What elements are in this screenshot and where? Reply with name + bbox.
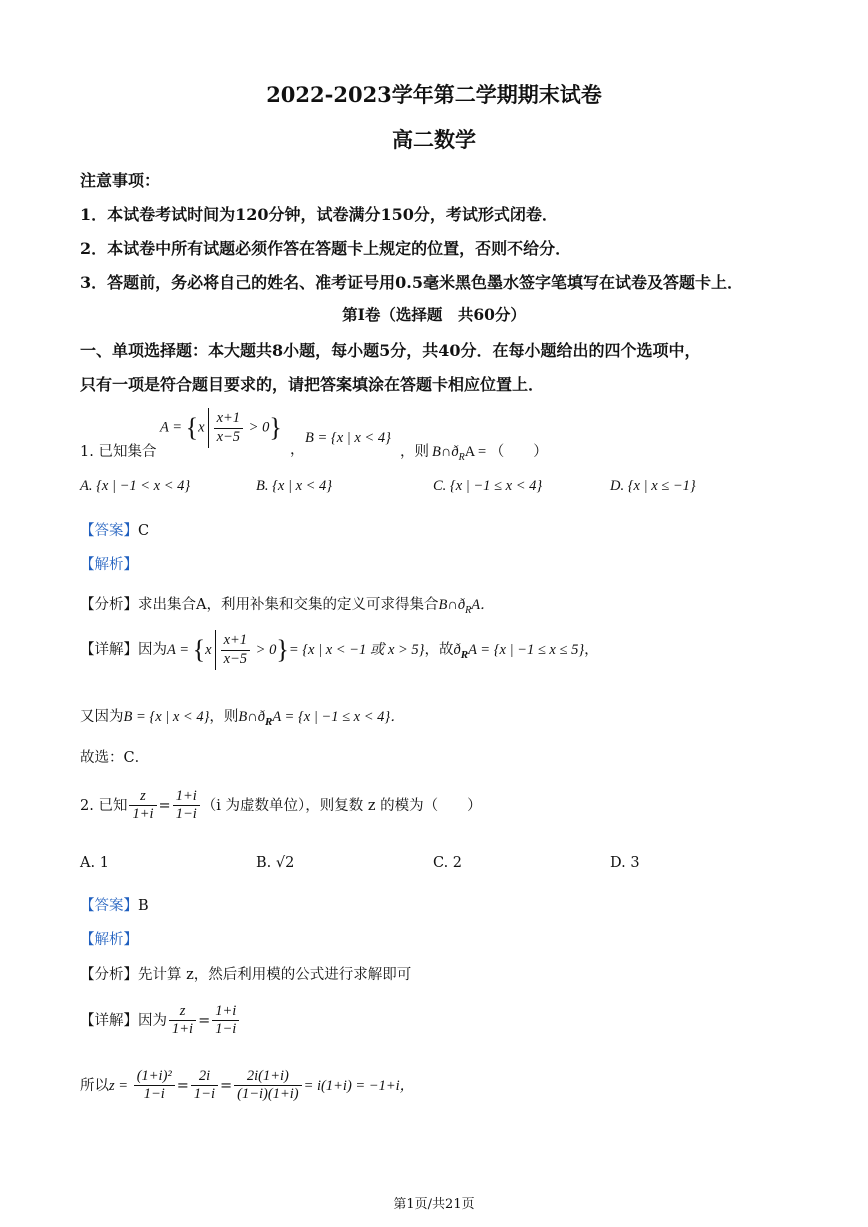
part1-line1: 一、单项选择题：本大题共8小题，每小题5分，共40分．在每小题给出的四个选项中， (80, 341, 701, 360)
q2-solution: 所以z = $\frac{\text{(1+i)²}}{1-i}$ = $\frac{2i}{1-i}$ = $\frac{2i(1+i)}{(1-i)(1+i)}$ = i(1+i) = −1+i， (80, 1068, 415, 1103)
q1-fenxi: 【分析】求出集合A，利用补集和交集的定义可求得集合$B\cap ð_RA$． (80, 597, 495, 616)
part1-line2: 只有一项是符合题目要求的，请把答案填涂在答题卡相应位置上． (80, 375, 545, 394)
exam-subtitle: 高二数学 (392, 127, 476, 152)
q2-option-a: A. 1 (80, 855, 109, 871)
q1-prefix: 1. 已知集合 (80, 444, 157, 460)
q1-set-a-den: x−5 (216, 428, 241, 445)
exam-title: 2022-2023学年第二学期期末试卷 (266, 82, 602, 107)
q1-line2: 又因为B = {x | x < 4}，则$B\cap ð_RA = \{x$ | −1 ≤ x < 4}． (80, 709, 405, 728)
q2-xiangjie: 【详解】因为 $\frac{z}{1+i}$ = $\frac{1+i}{1-i}$ (80, 1003, 241, 1039)
q1-set-b: B = {x | x < 4} (305, 430, 391, 446)
q1-set-a-num: x+1 (214, 410, 243, 428)
q1-xiangjie: 【详解】因为A = {x $\frac{x+1}{x-5}$ > 0}= {x | x < −1 或 x > 5}，故$ð_RA = \{x$ | −1 ≤ x ≤ 5}， (80, 630, 599, 670)
q1-option-d: D. {x | x ≤ −1} (610, 478, 696, 494)
q1-conclusion: 故选：C． (80, 750, 150, 766)
page-footer: 第1页/共21页 (393, 1197, 475, 1212)
q2-option-c: C. 2 (433, 855, 463, 871)
q1-option-c: C. {x | −1 ≤ x < 4} (433, 478, 543, 494)
q2-option-b: B. √2 (256, 855, 295, 871)
notice-item-1: 1．本试卷考试时间为120分钟，试卷满分150分，考试形式闭卷． (80, 205, 558, 224)
q1-expr: $B\cap ð_RA$ = （ ） (432, 444, 548, 463)
q1-option-b: B. {x | x < 4} (256, 478, 333, 494)
q1-analysis-tag: 【解析】 (80, 557, 138, 573)
q1-then: ，则 (400, 444, 429, 460)
notice-item-2: 2．本试卷中所有试题必须作答在答题卡上规定的位置，否则不给分． (80, 239, 572, 258)
q1-set-a: A = {x $\frac{x+1}{x-5}$ > 0} (160, 408, 282, 448)
q1-answer: 【答案】C (80, 523, 150, 539)
q2-analysis-tag: 【解析】 (80, 932, 138, 948)
q2-stem: 2. 已知 $\frac{z}{1+i}$ = $\frac{1+i}{1-i}$ （i 为虚数单位），则复数 z 的模为（ ） (80, 788, 482, 823)
q2-fenxi: 【分析】先计算 z，然后利用模的公式进行求解即可 (80, 967, 412, 983)
notice-item-3: 3．答题前，务必将自己的姓名、准考证号用0.5毫米黑色墨水签字笔填写在试卷及答题卡上． (80, 273, 743, 292)
notice-heading: 注意事项： (80, 171, 161, 190)
q2-answer: 【答案】B (80, 898, 149, 914)
section-title: 第Ⅰ卷（选择题 共60分） (342, 305, 526, 324)
q1-option-a: A. {x | −1 < x < 4} (80, 478, 191, 494)
q2-option-d: D. 3 (610, 855, 640, 871)
